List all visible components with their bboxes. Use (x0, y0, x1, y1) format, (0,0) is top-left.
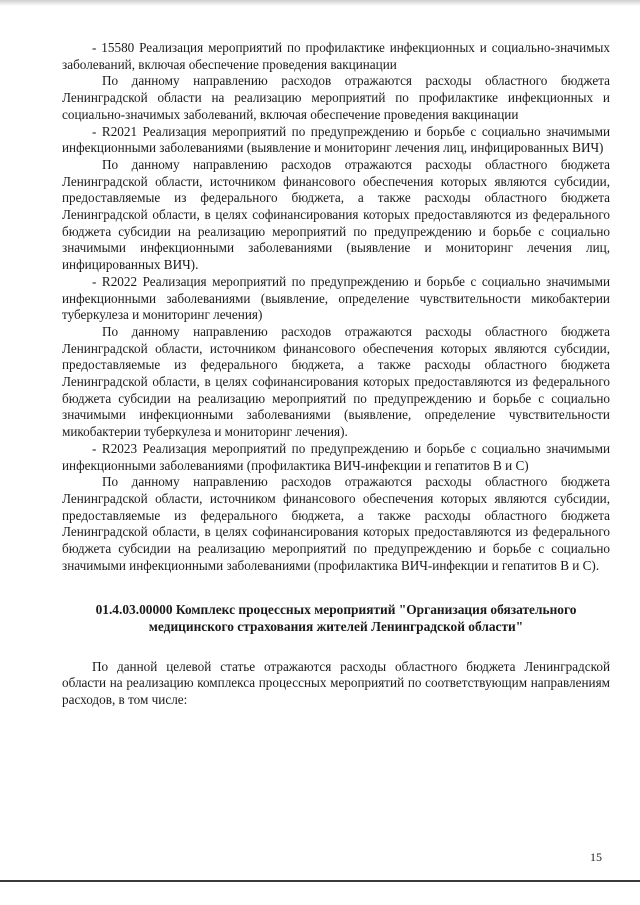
section-heading: 01.4.03.00000 Комплекс процессных мероприятий "Организация обязательного медицинского страхования жителей Ленинградской области" (95, 601, 577, 634)
expense-item-r2023: - R2023 Реализация мероприятий по предупреждению и борьбе с социально значимыми инфекционными заболеваниями (профилактика ВИЧ-инфекции и гепатитов В и С) (62, 440, 610, 473)
expense-description-r2021: По данному направлению расходов отражаются расходы областного бюджета Ленинградской области, источником финансового обеспечения которых являются субсидии, предоставляемые из федерального бюджета, а также расходы областного бюджета Ленинградской области, в целях софинансирования которых предоставляются из федерального бюджета субсидии на реализацию мероприятий по предупреждению и борьбе с социально значимыми инфекционными заболеваниями (выявление и мониторинг лечения лиц, инфицированных ВИЧ). (62, 156, 610, 273)
expense-item-15580: - 15580 Реализация мероприятий по профилактике инфекционных и социально-значимых заболеваний, включая обеспечение проведения вакцинации (62, 40, 610, 72)
expense-description-15580: По данному направлению расходов отражаются расходы областного бюджета Ленинградской области на реализацию мероприятий по профилактике инфекционных и социально-значимых заболеваний, включая обеспечение проведения вакцинации (62, 73, 610, 122)
expense-description-r2022: По данному направлению расходов отражаются расходы областного бюджета Ленинградской области, источником финансового обеспечения которых являются субсидии, предоставляемые из федерального бюджета, а также расходы областного бюджета Ленинградской области, в целях софинансирования которых предоставляются из федерального бюджета субсидии на реализацию мероприятий по предупреждению и борьбе с социально значимыми инфекционными заболеваниями (выявление, определение чувствительности микобактерии туберкулеза и мониторинг лечения). (62, 323, 610, 440)
page-number: 15 (590, 850, 602, 864)
section-intro-paragraph: По данной целевой статье отражаются расходы областного бюджета Ленинградской области на реализацию комплекса процессных мероприятий по соответствующим направлениям расходов, в том числе: (62, 658, 610, 707)
page-bottom-rule (0, 880, 640, 882)
expense-item-r2021: - R2021 Реализация мероприятий по предупреждению и борьбе с социально значимыми инфекционными заболеваниями (выявление и мониторинг лечения лиц, инфицированных ВИЧ) (62, 123, 610, 156)
expense-item-r2022: - R2022 Реализация мероприятий по предупреждению и борьбе с социально значимыми инфекционными заболеваниями (выявление, определение чувствительности микобактерии туберкулеза и мониторинг лечения) (62, 273, 610, 323)
expense-description-r2023: По данному направлению расходов отражаются расходы областного бюджета Ленинградской области, источником финансового обеспечения которых являются субсидии, предоставляемые из федерального бюджета, а также расходы областного бюджета Ленинградской области, в целях софинансирования которых предоставляются из федерального бюджета субсидии на реализацию мероприятий по предупреждению и борьбе с социально значимыми инфекционными заболеваниями (профилактика ВИЧ-инфекции и гепатитов В и С). (62, 474, 610, 573)
page-top-edge (0, 0, 640, 6)
document-body (62, 40, 610, 709)
